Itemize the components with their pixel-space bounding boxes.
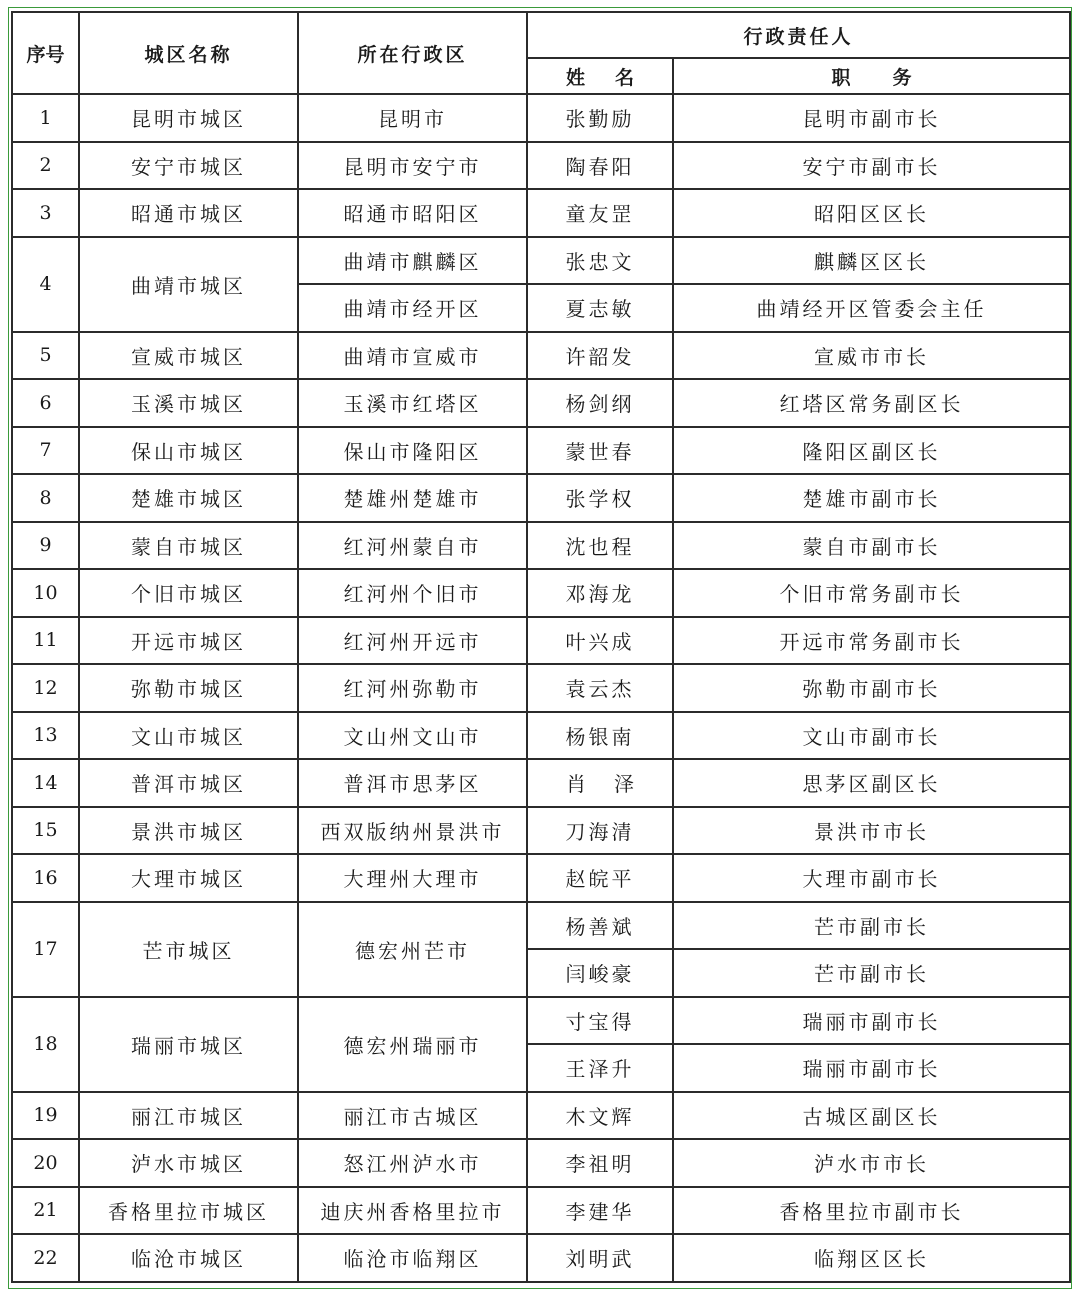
person-title-cell: 瑞丽市副市长: [673, 997, 1070, 1045]
person-title-cell: 临翔区区长: [673, 1234, 1070, 1282]
person-name-cell: 肖泽: [527, 759, 673, 807]
person-name-cell: 王泽升: [527, 1044, 673, 1092]
person-title-cell: 景洪市市长: [673, 807, 1070, 855]
district-name-cell: 临沧市城区: [79, 1234, 298, 1282]
person-title-cell: 弥勒市副市长: [673, 664, 1070, 712]
table-row: [12, 854, 1070, 902]
admin-region-cell: 红河州开远市: [298, 617, 527, 665]
district-name-cell: 宣威市城区: [79, 332, 298, 380]
district-name-cell: 蒙自市城区: [79, 522, 298, 570]
person-title-cell: 开远市常务副市长: [673, 617, 1070, 665]
person-title-cell: 蒙自市副市长: [673, 522, 1070, 570]
admin-region-cell: 曲靖市宣威市: [298, 332, 527, 380]
table-row: [12, 712, 1070, 760]
person-name-cell: 杨善斌: [527, 902, 673, 950]
person-name-cell: 童友罡: [527, 189, 673, 237]
table-row: [12, 617, 1070, 665]
district-name-cell: 丽江市城区: [79, 1092, 298, 1140]
district-name-cell: 瑞丽市城区: [79, 997, 298, 1092]
person-name-cell: 闫峻豪: [527, 949, 673, 997]
district-name-cell: 泸水市城区: [79, 1139, 298, 1187]
person-name-cell: 张学权: [527, 474, 673, 522]
admin-region-cell: 西双版纳州景洪市: [298, 807, 527, 855]
person-title-cell: 隆阳区副区长: [673, 427, 1070, 475]
person-title-cell: 宣威市市长: [673, 332, 1070, 380]
table-row: [12, 94, 1070, 142]
person-title-cell: 麒麟区区长: [673, 237, 1070, 285]
person-name-cell: 沈也程: [527, 522, 673, 570]
admin-region-cell: 红河州个旧市: [298, 569, 527, 617]
row-index: 11: [12, 617, 79, 665]
person-name-cell: 夏志敏: [527, 284, 673, 332]
person-name-cell: 李建华: [527, 1187, 673, 1235]
admin-region-cell: 玉溪市红塔区: [298, 379, 527, 427]
header-name: 姓名: [527, 58, 673, 94]
person-title-cell: 瑞丽市副市长: [673, 1044, 1070, 1092]
row-index: 15: [12, 807, 79, 855]
admin-region-cell: 红河州弥勒市: [298, 664, 527, 712]
row-index: 18: [12, 997, 79, 1092]
row-index: 8: [12, 474, 79, 522]
person-name-cell: 刀海清: [527, 807, 673, 855]
person-name-cell: 杨剑纲: [527, 379, 673, 427]
district-name-cell: 保山市城区: [79, 427, 298, 475]
header-responsible: 行政责任人: [527, 12, 1070, 58]
admin-region-cell: 保山市隆阳区: [298, 427, 527, 475]
row-index: 6: [12, 379, 79, 427]
person-name-cell: 叶兴成: [527, 617, 673, 665]
row-index: 22: [12, 1234, 79, 1282]
person-title-cell: 芒市副市长: [673, 902, 1070, 950]
person-title-cell: 香格里拉市副市长: [673, 1187, 1070, 1235]
district-name-cell: 安宁市城区: [79, 142, 298, 190]
table-row: [12, 142, 1070, 190]
district-name-cell: 景洪市城区: [79, 807, 298, 855]
table-row: [12, 522, 1070, 570]
row-index: 17: [12, 902, 79, 997]
admin-region-cell: 德宏州瑞丽市: [298, 997, 527, 1092]
person-name-cell: 李祖明: [527, 1139, 673, 1187]
row-index: 16: [12, 854, 79, 902]
row-index: 14: [12, 759, 79, 807]
table-row: [12, 902, 1070, 950]
row-index: 13: [12, 712, 79, 760]
header-title: 职务: [673, 58, 1070, 94]
row-index: 3: [12, 189, 79, 237]
person-name-cell: 邓海龙: [527, 569, 673, 617]
person-name-cell: 刘明武: [527, 1234, 673, 1282]
table-row: [12, 237, 1070, 285]
row-index: 20: [12, 1139, 79, 1187]
person-title-cell: 昭阳区区长: [673, 189, 1070, 237]
table-row: [12, 474, 1070, 522]
table-row: [12, 807, 1070, 855]
table-row: [12, 1234, 1070, 1282]
table-row: [12, 1139, 1070, 1187]
person-name-cell: 张勤励: [527, 94, 673, 142]
header-district-name: 城区名称: [79, 12, 298, 94]
person-title-cell: 安宁市副市长: [673, 142, 1070, 190]
person-title-cell: 古城区副区长: [673, 1092, 1070, 1140]
admin-region-cell: 临沧市临翔区: [298, 1234, 527, 1282]
district-name-cell: 香格里拉市城区: [79, 1187, 298, 1235]
person-title-cell: 红塔区常务副区长: [673, 379, 1070, 427]
table-row: [12, 664, 1070, 712]
table-row: [12, 189, 1070, 237]
responsibility-table: [11, 11, 1071, 1283]
header-index: 序号: [12, 12, 79, 94]
district-name-cell: 楚雄市城区: [79, 474, 298, 522]
admin-region-cell: 昆明市: [298, 94, 527, 142]
table-row: [12, 427, 1070, 475]
admin-region-cell: 普洱市思茅区: [298, 759, 527, 807]
person-title-cell: 泸水市市长: [673, 1139, 1070, 1187]
district-name-cell: 弥勒市城区: [79, 664, 298, 712]
person-name-cell: 许韶发: [527, 332, 673, 380]
person-name-cell: 寸宝得: [527, 997, 673, 1045]
district-name-cell: 芒市城区: [79, 902, 298, 997]
row-index: 4: [12, 237, 79, 332]
table-row: [12, 997, 1070, 1045]
table-row: [12, 569, 1070, 617]
admin-region-cell: 红河州蒙自市: [298, 522, 527, 570]
person-name-cell: 袁云杰: [527, 664, 673, 712]
admin-region-cell: 大理州大理市: [298, 854, 527, 902]
row-index: 19: [12, 1092, 79, 1140]
admin-region-cell: 迪庆州香格里拉市: [298, 1187, 527, 1235]
district-name-cell: 昭通市城区: [79, 189, 298, 237]
district-name-cell: 普洱市城区: [79, 759, 298, 807]
table-row: [12, 1187, 1070, 1235]
header-admin-region: 所在行政区: [298, 12, 527, 94]
row-index: 21: [12, 1187, 79, 1235]
row-index: 7: [12, 427, 79, 475]
district-name-cell: 个旧市城区: [79, 569, 298, 617]
row-index: 12: [12, 664, 79, 712]
row-index: 5: [12, 332, 79, 380]
district-name-cell: 曲靖市城区: [79, 237, 298, 332]
admin-region-cell: 怒江州泸水市: [298, 1139, 527, 1187]
person-name-cell: 张忠文: [527, 237, 673, 285]
district-name-cell: 开远市城区: [79, 617, 298, 665]
table-row: [12, 759, 1070, 807]
person-name-cell: 木文辉: [527, 1092, 673, 1140]
person-name-cell: 蒙世春: [527, 427, 673, 475]
table-body: [12, 94, 1070, 1282]
row-index: 2: [12, 142, 79, 190]
person-title-cell: 昆明市副市长: [673, 94, 1070, 142]
admin-region-cell: 昆明市安宁市: [298, 142, 527, 190]
table-row: [12, 1092, 1070, 1140]
table-row: [12, 332, 1070, 380]
district-name-cell: 文山市城区: [79, 712, 298, 760]
person-name-cell: 赵皖平: [527, 854, 673, 902]
row-index: 10: [12, 569, 79, 617]
person-title-cell: 曲靖经开区管委会主任: [673, 284, 1070, 332]
person-title-cell: 大理市副市长: [673, 854, 1070, 902]
row-index: 9: [12, 522, 79, 570]
admin-region-cell: 文山州文山市: [298, 712, 527, 760]
district-name-cell: 大理市城区: [79, 854, 298, 902]
district-name-cell: 昆明市城区: [79, 94, 298, 142]
person-title-cell: 个旧市常务副市长: [673, 569, 1070, 617]
admin-region-cell: 丽江市古城区: [298, 1092, 527, 1140]
admin-region-cell: 昭通市昭阳区: [298, 189, 527, 237]
person-name-cell: 陶春阳: [527, 142, 673, 190]
admin-region-cell: 曲靖市经开区: [298, 284, 527, 332]
person-title-cell: 芒市副市长: [673, 949, 1070, 997]
person-title-cell: 思茅区副区长: [673, 759, 1070, 807]
admin-region-cell: 德宏州芒市: [298, 902, 527, 997]
table-row: [12, 379, 1070, 427]
person-title-cell: 楚雄市副市长: [673, 474, 1070, 522]
admin-region-cell: 曲靖市麒麟区: [298, 237, 527, 285]
row-index: 1: [12, 94, 79, 142]
admin-region-cell: 楚雄州楚雄市: [298, 474, 527, 522]
district-name-cell: 玉溪市城区: [79, 379, 298, 427]
person-name-cell: 杨银南: [527, 712, 673, 760]
person-title-cell: 文山市副市长: [673, 712, 1070, 760]
